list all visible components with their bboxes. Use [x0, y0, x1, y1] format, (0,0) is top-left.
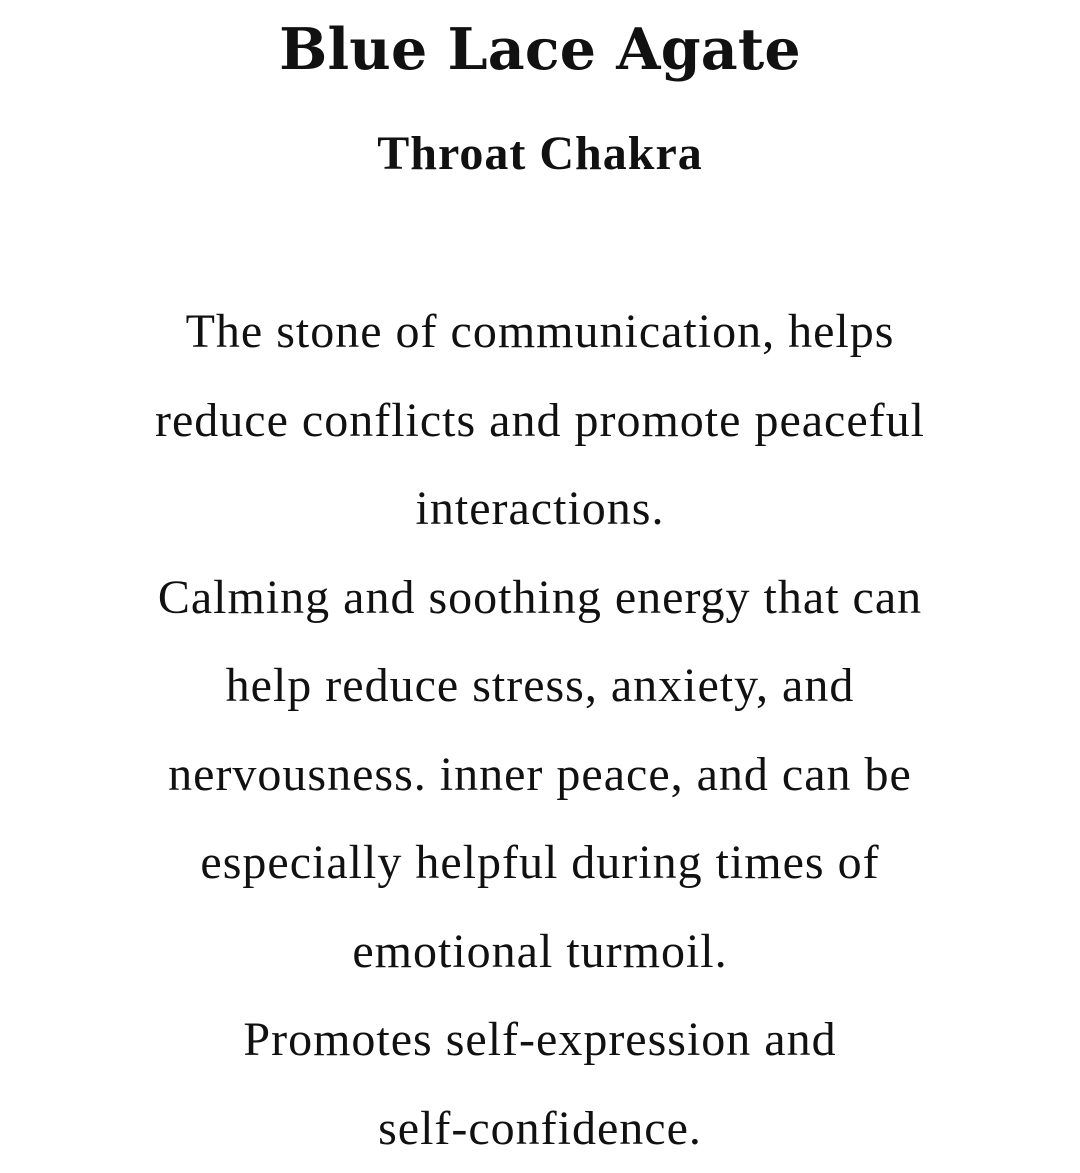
text-line: emotional turmoil.: [0, 908, 1080, 997]
page-title: Blue Lace Agate: [0, 14, 1080, 86]
text-line: Calming and soothing energy that can: [0, 554, 1080, 643]
text-line: self-confidence.: [0, 1085, 1080, 1173]
text-line: Promotes self-expression and: [0, 996, 1080, 1085]
text-line: The stone of communication, helps: [0, 288, 1080, 377]
text-line: especially helpful during times of: [0, 819, 1080, 908]
text-line: nervousness. inner peace, and can be: [0, 731, 1080, 820]
text-line: interactions.: [0, 465, 1080, 554]
page-subtitle: Throat Chakra: [0, 124, 1080, 184]
text-line: help reduce stress, anxiety, and: [0, 642, 1080, 731]
description-text: [0, 288, 1080, 1173]
text-line: reduce conflicts and promote peaceful: [0, 377, 1080, 466]
